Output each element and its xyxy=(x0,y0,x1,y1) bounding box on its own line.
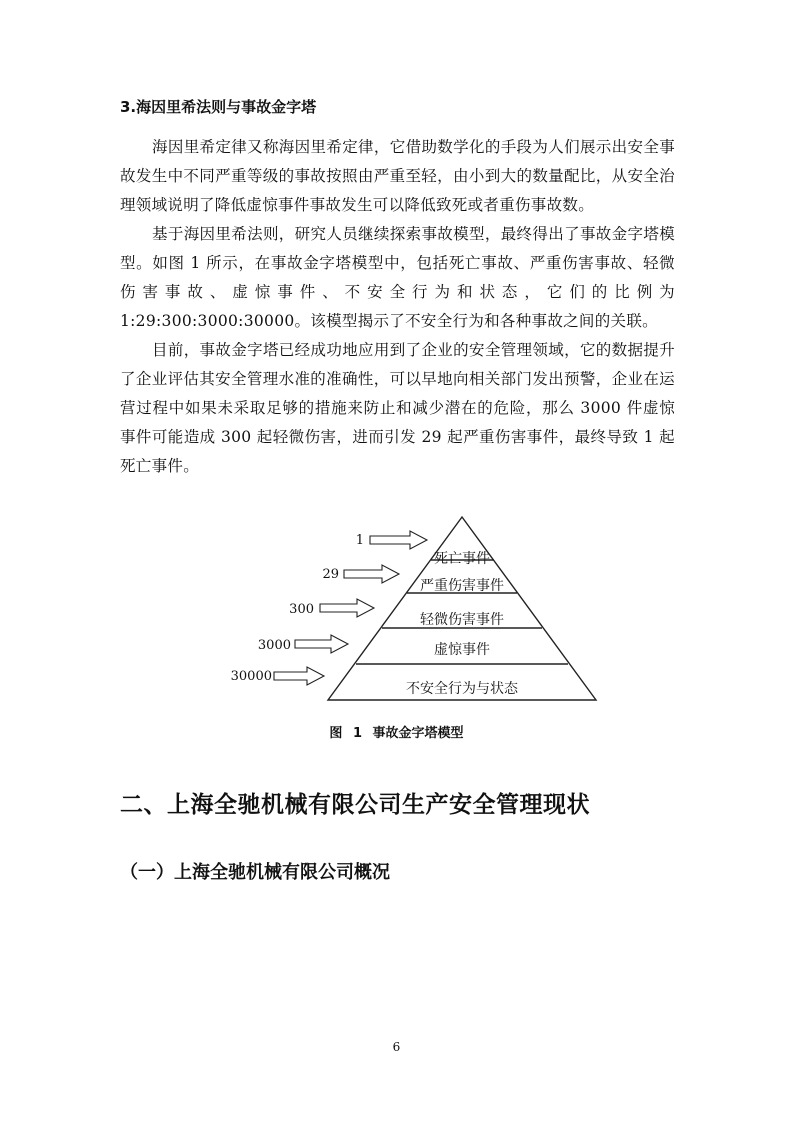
figure-caption xyxy=(0,722,793,741)
pyramid-count-label: 29 xyxy=(322,567,339,582)
paragraph: 海因里希定律又称海因里希定律，它借助数学化的手段为人们展示出安全事故发生中不同严重等级的事故按照由严重至轻，由小到大的数量配比，从安全治理领域说明了降低虚惊事件事故发生可以降低致死或者重伤事故数。 xyxy=(120,138,675,214)
accident-pyramid-figure xyxy=(220,512,610,712)
pyramid-level-label: 严重伤害事件 xyxy=(420,578,504,594)
right-arrow-icon xyxy=(320,599,374,617)
pyramid-count-label: 300 xyxy=(289,602,314,617)
body-text xyxy=(120,133,675,481)
pyramid-count-label: 30000 xyxy=(230,669,272,684)
pyramid-level-label: 轻微伤害事件 xyxy=(420,612,504,628)
right-arrow-icon xyxy=(295,635,348,653)
page-number: 6 xyxy=(392,1040,401,1054)
pyramid-level-label: 死亡事件 xyxy=(434,551,490,567)
section-heading: 3.海因里希法则与事故金字塔 xyxy=(120,98,317,116)
subsection-heading: （一）上海全驰机械有限公司概况 xyxy=(120,862,390,883)
pyramid-count-label: 1 xyxy=(355,533,364,548)
paragraph: 目前，事故金字塔已经成功地应用到了企业的安全管理领域，它的数据提升了企业评估其安全管理水准的准确性，可以早地向相关部门发出预警，企业在运营过程中如果未采取足够的措施来防止和减少潜在的危险，那么 3000 件虚惊事件可能造成 300 起轻微伤害，进而引发 29 起严重伤害事件，最终导致 1 起死亡事件。 xyxy=(120,341,675,475)
right-arrow-icon xyxy=(370,531,427,549)
chapter-heading: 二、上海全驰机械有限公司生产安全管理现状 xyxy=(120,792,590,818)
pyramid-count-label: 3000 xyxy=(257,638,291,653)
figure-caption-number: 1 xyxy=(352,726,363,741)
figure-caption-prefix: 图 xyxy=(329,726,343,741)
pyramid-level-label: 不安全行为与状态 xyxy=(406,681,518,697)
right-arrow-icon xyxy=(344,565,399,583)
paragraph: 基于海因里希法则，研究人员继续探索事故模型，最终得出了事故金字塔模型。如图 1 所示，在事故金字塔模型中，包括死亡事故、严重伤害事故、轻微伤害事故、虚惊事件、不安全行为和状态，它们的比例为 1:29:300:3000:30000。该模型揭示了不安全行为和各种事故之间的关联。 xyxy=(120,225,675,330)
figure-caption-title: 事故金字塔模型 xyxy=(372,726,464,741)
right-arrow-icon xyxy=(274,667,324,685)
pyramid-level-label: 虚惊事件 xyxy=(434,642,490,658)
